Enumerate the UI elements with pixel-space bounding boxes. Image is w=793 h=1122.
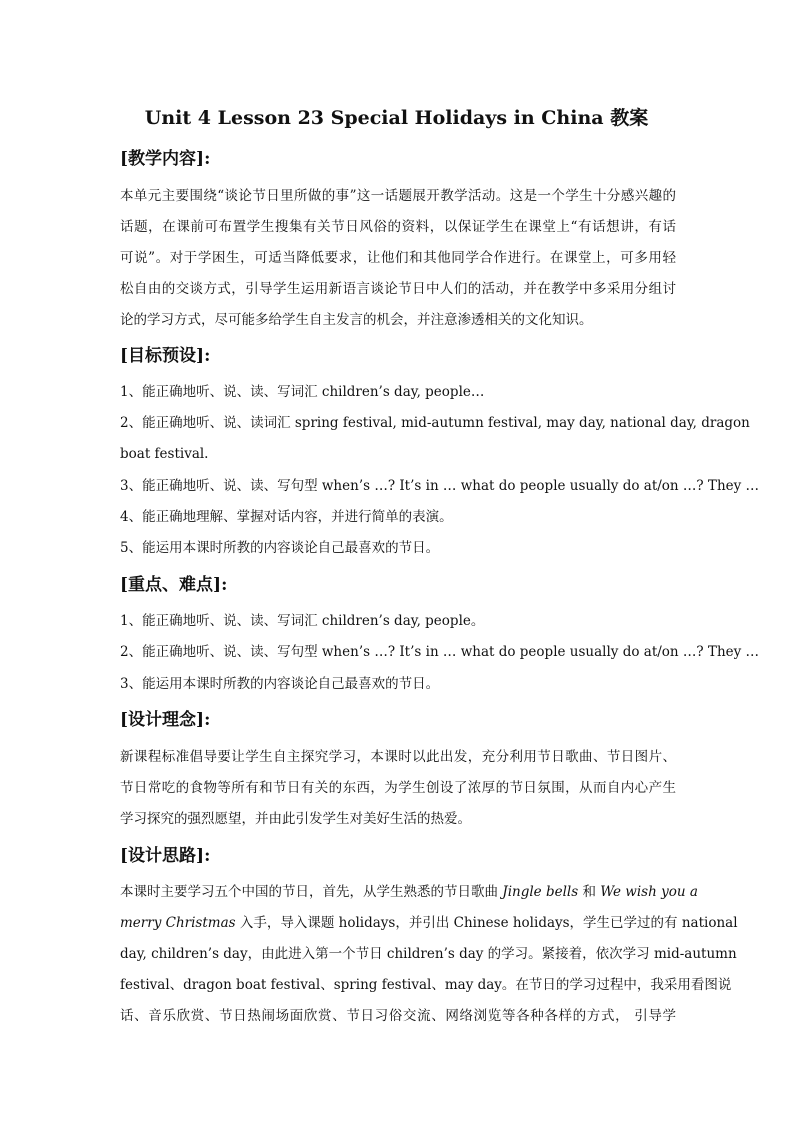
- paragraph-line: 论的学习方式，尽可能多给学生自主发言的机会，并注意渗透相关的文化知识。: [120, 312, 593, 328]
- text-run: 和: [578, 884, 601, 900]
- paragraph-line: 学习探究的强烈愿望，并由此引发学生对美好生活的热爱。: [120, 811, 471, 827]
- paragraph-line: festival、dragon boat festival、spring festival、may day。在节日的学习过程中，我采用看图说: [120, 977, 732, 993]
- section-heading-content: [教学内容]:: [120, 149, 211, 169]
- paragraph-line: 话、音乐欣赏、节日热闹场面欣赏、节日习俗交流、网络浏览等各种各样的方式， 引导学: [120, 1008, 676, 1024]
- paragraph-line: [120, 913, 738, 933]
- paragraph-line: 节日常吃的食物等所有和节日有关的东西，为学生创设了浓厚的节日氛围，从而自内心产生: [120, 780, 676, 796]
- song-title: We wish you a: [600, 884, 698, 900]
- list-item: 4、能正确地理解、掌握对话内容，并进行简单的表演。: [120, 509, 453, 525]
- section-heading-concept: [设计理念]:: [120, 710, 211, 730]
- list-item: 3、能正确地听、说、读、写句型 when’s …? It’s in … what do people usually do at/on …? They …: [120, 478, 760, 494]
- paragraph-line: 本单元主要围绕“谈论节日里所做的事”这一话题展开教学活动。这是一个学生十分感兴趣的: [120, 188, 676, 204]
- list-item: 2、能正确地听、说、读、写句型 when’s …? It’s in … what do people usually do at/on …? They …: [120, 644, 760, 660]
- paragraph-line: [120, 882, 698, 902]
- text-run: 入手，导入课题 holidays，并引出 Chinese holidays，学生已学过的有 national: [235, 915, 738, 931]
- list-item: 1、能正确地听、说、读、写词汇 children’s day, people。: [120, 613, 485, 629]
- song-title: Jingle bells: [502, 884, 579, 900]
- list-item: 5、能运用本课时所教的内容谈论自己最喜欢的节日。: [120, 540, 440, 556]
- paragraph-line: 可说”。对于学困生，可适当降低要求，让他们和其他同学合作进行。在课堂上，可多用轻: [120, 250, 676, 266]
- section-heading-goals: [目标预设]:: [120, 346, 211, 366]
- paragraph-line: 话题，在课前可布置学生搜集有关节日风俗的资料，以保证学生在课堂上“有话想讲，有话: [120, 219, 676, 235]
- text-run: 本课时主要学习五个中国的节日，首先，从学生熟悉的节日歌曲: [120, 884, 503, 900]
- list-item: 2、能正确地听、说、读词汇 spring festival, mid-autumn festival, may day, national day, dragon: [120, 415, 750, 431]
- list-item: 3、能运用本课时所教的内容谈论自己最喜欢的节日。: [120, 676, 440, 692]
- section-heading-keypoints: [重点、难点]:: [120, 575, 228, 595]
- paragraph-line: day, children’s day，由此进入第一个节日 children’s day 的学习。紧接着，依次学习 mid-autumn: [120, 946, 737, 962]
- section-heading-approach: [设计思路]:: [120, 846, 211, 866]
- list-item: boat festival.: [120, 446, 209, 462]
- list-item: 1、能正确地听、说、读、写词汇 children’s day, people…: [120, 384, 485, 400]
- song-title: merry Christmas: [120, 915, 236, 931]
- document-title: Unit 4 Lesson 23 Special Holidays in China 教案: [144, 107, 649, 129]
- paragraph-line: 松自由的交谈方式，引导学生运用新语言谈论节日中人们的活动，并在教学中多采用分组讨: [120, 281, 676, 297]
- paragraph-line: 新课程标准倡导要让学生自主探究学习，本课时以此出发，充分利用节日歌曲、节日图片、: [120, 749, 676, 765]
